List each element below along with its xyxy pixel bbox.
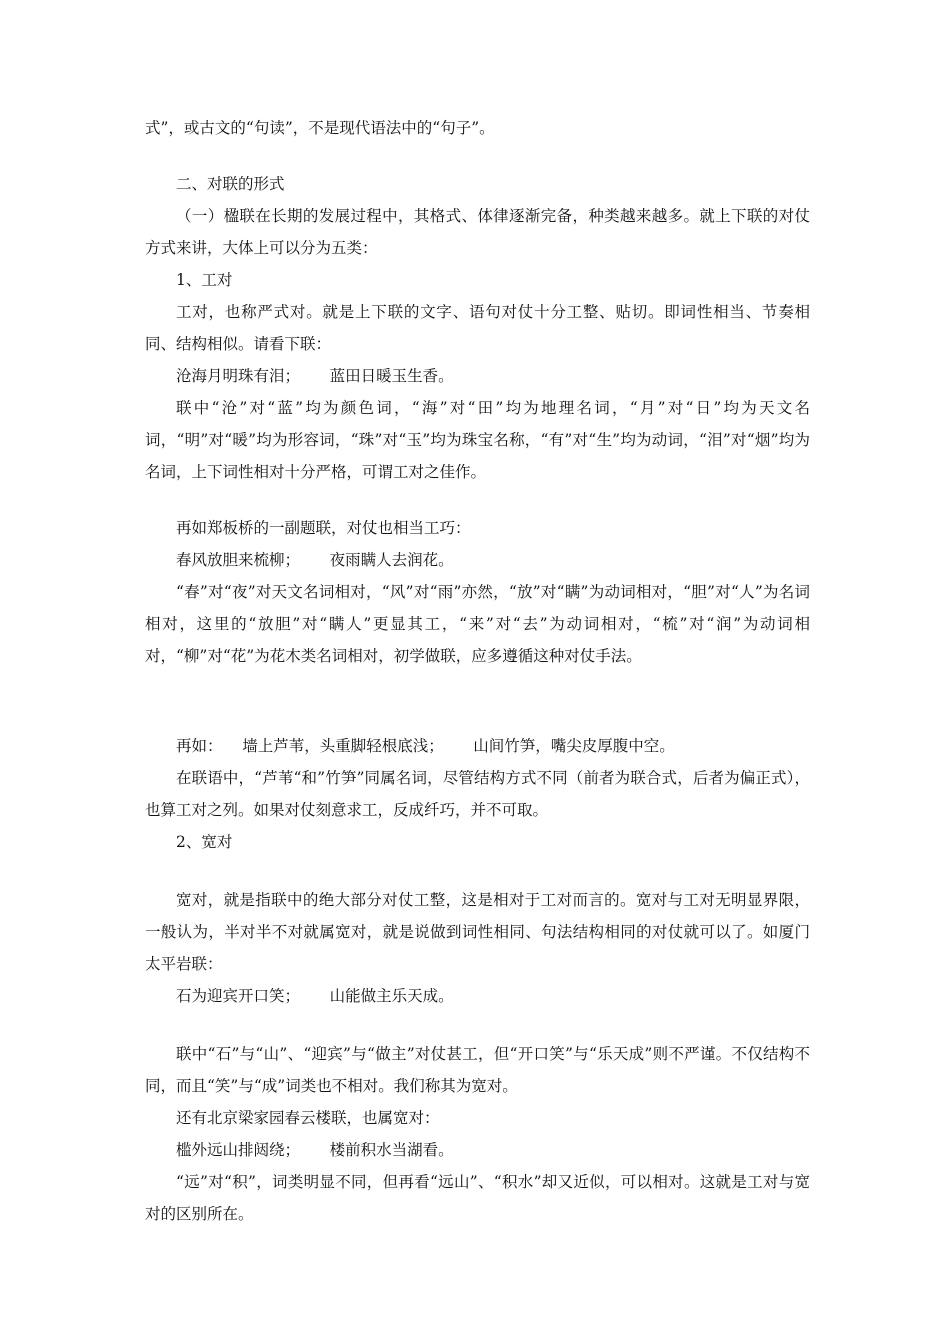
subsection-heading-gongdui: 1、工对 (176, 271, 233, 289)
paragraph-gongdui-definition: 工对，也称严式对。就是上下联的文字、语句对仗十分工整、贴切。即词性相当、节奏相同、结构相似。请看下联： (145, 303, 810, 353)
section-heading: 二、对联的形式 (176, 175, 285, 193)
paragraph-zheng-banqiao: 再如郑板桥的一副题联，对仗也相当工巧： (176, 519, 471, 537)
paragraph-kuandui-definition: 宽对，就是指联中的绝大部分对仗工整，这是相对于工对而言的。宽对与工对无明显界限，一般认为，半对半不对就属宽对，就是说做到词性相同、句法结构相同的对仗就可以了。如厦门太平岩联： (145, 891, 810, 973)
paragraph-conclusion: “远”对“积”，词类明显不同，但再看“远山”、“积水”却又近似，可以相对。这就是工对与宽对的区别所在。 (145, 1173, 810, 1223)
paragraph-analysis: 联中“沧”对“蓝”均为颜色词，“海”对“田”均为地理名词，“月”对“日”均为天文名词，“明”对“暖”均为形容词，“珠”对“玉”均为珠宝名称，“有”对“生”均为动词，“泪”对“烟”均为名词，上下词性相对十分严格，可谓工对之佳作。 (145, 399, 810, 481)
couplet-example: 春风放胆来梳柳； 夜雨瞒人去润花。 (176, 551, 454, 569)
paragraph-analysis: 联中“石”与“山”、“迎宾”与“做主”对仗甚工，但“开口笑”与“乐天成”则不严谨。不仅结构不同，而且“笑”与“成”词类也不相对。我们称其为宽对。 (145, 1045, 810, 1095)
couplet-example: 沧海月明珠有泪； 蓝田日暖玉生香。 (176, 367, 454, 385)
couplet-example: 槛外远山排闼绕； 楼前积水当湖看。 (176, 1141, 454, 1159)
couplet-example: 再如： 墙上芦苇，头重脚轻根底浅； 山间竹笋，嘴尖皮厚腹中空。 (176, 737, 675, 755)
couplet-example: 石为迎宾开口笑； 山能做主乐天成。 (176, 987, 454, 1005)
paragraph-intro: （一）楹联在长期的发展过程中，其格式、体律逐渐完备，种类越来越多。就上下联的对仗方式来讲，大体上可以分为五类： (145, 207, 810, 257)
paragraph-analysis: 在联语中，“芦苇“和”竹笋”同属名词，尽管结构方式不同（前者为联合式，后者为偏正式），也算工对之列。如果对仗刻意求工，反成纤巧，并不可取。 (145, 769, 810, 819)
paragraph-analysis: “春”对“夜”对天文名词相对，“风”对“雨”亦然，“放”对“瞒”为动词相对，“胆”对“人”为名词相对，这里的“放胆”对“瞒人”更显其工，“来”对“去”为动词相对，“梳”对“润”为动词相对，“柳”对“花”为花木类名词相对，初学做联，应多遵循这种对仗手法。 (145, 583, 810, 665)
paragraph-continuation: 式”，或古文的“句读”，不是现代语法中的“句子”。 (145, 119, 495, 137)
subsection-heading-kuandui: 2、宽对 (176, 833, 233, 851)
paragraph-beijing: 还有北京梁家园春云楼联，也属宽对： (176, 1109, 440, 1127)
